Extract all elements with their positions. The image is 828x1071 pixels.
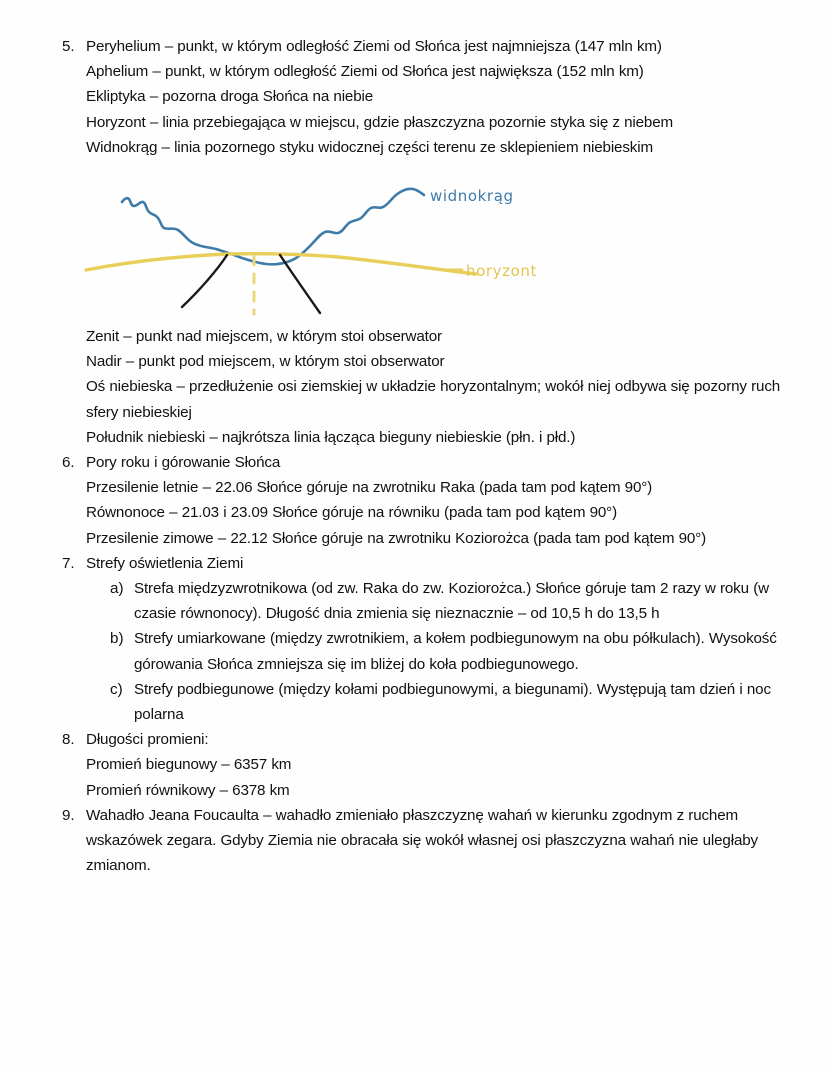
list-item-7 [0,551,828,727]
list-marker: 6. [62,454,75,472]
widnokrag-label: widnokrąg [430,187,514,206]
sub-list-text-strefy-podbiegunowe: Strefy podbiegunowe (między kołami podbiegunowymi, a biegunami). Występują tam dzień i noc polarna [134,680,771,724]
list-marker: 5. [62,38,75,55]
list-item-body [86,727,800,803]
value-promien-rownikowy: Promień równikowy – 6378 km [86,781,290,799]
observer-sight-line-right [280,255,320,313]
definition-przesilenie-zimowe: Przesilenie zimowe – 22.12 Słońce góruje na zwrotniku Koziorożca (pada tam pod kątem 90°) [86,529,707,547]
definition-przesilenie-letnie: Przesilenie letnie – 22.06 Słońce góruje na zwrotniku Raka (pada tam pod kątem 90°) [86,479,653,497]
definition-rownonoce: Równonoce – 21.03 i 23.09 Słońce góruje na równiku (pada tam pod kątem 90°) [86,504,618,522]
list-item-5-continued [0,324,828,450]
list-item-9 [0,803,828,879]
list-item-5 [0,34,828,160]
document-content [0,34,828,878]
sub-list-marker: a) [110,580,124,598]
list-item-6 [0,450,828,551]
definition-os-niebieska: Oś niebieska – przedłużenie osi ziemskiej w układzie horyzontalnym; wokół niej odbywa się pozorny ruch sfery niebieskiej [86,378,781,421]
list-item-8 [0,727,828,803]
heading-dlugosci-promieni: Długości promieni: [86,731,209,749]
sub-list-marker: b) [110,630,124,648]
list-item-body [86,551,800,727]
list-item-body-continued [86,324,800,450]
definition-zenit: Zenit – punkt nad miejscem, w którym stoi obserwator [86,328,442,346]
list-marker: 9. [62,806,75,824]
sub-list-text-strefy-umiarkowane: Strefy umiarkowane (między zwrotnikiem, a kołem podbiegunowym na obu półkulach). Wysokość górowania Słońca zmniejsza się im bliżej do koła podbiegunowego. [134,630,777,673]
sub-list-marker: c) [110,680,123,698]
heading-strefy-oswietlenia: Strefy oświetlenia Ziemi [86,554,244,572]
value-promien-biegunowy: Promień biegunowy – 6357 km [86,756,292,774]
sub-list-item-a [86,576,800,626]
definition-poludnik-niebieski: Południk niebieski – najkrótsza linia łącząca bieguny niebieskie (płn. i płd.) [86,428,576,446]
definition-nadir: Nadir – punkt pod miejscem, w którym stoi obserwator [86,353,445,371]
list-marker: 7. [62,554,75,572]
definition-widnokrag: Widnokrąg – linia pozornego styku widocznej części terenu ze sklepieniem niebieskim [86,138,653,156]
list-item-body [86,450,800,551]
definition-aphelium: Aphelium – punkt, w którym odległość Ziemi od Słońca jest największa (152 mln km) [86,63,644,81]
list-item-body [86,803,800,879]
list-marker: 8. [62,731,75,749]
horyzont-label: horyzont [466,262,537,281]
horizon-diagram [0,166,828,316]
sub-list-item-c [86,677,800,727]
sub-list-item-b [86,626,800,676]
definition-horyzont: Horyzont – linia przebiegająca w miejscu, gdzie płaszczyzna pozornie styka się z niebem [86,113,674,131]
definition-wahadlo-foucaulta: Wahadło Jeana Foucaulta – wahadło zmieniało płaszczyznę wahań w kierunku zgodnym z ruchem wskazówek zegara. Gdyby Ziemia nie obracała się wokół własnej osi płaszczyzna wahań nie uległaby zmianom. [86,806,758,875]
sub-list-text-strefa-miedzyzwrotnikowa: Strefa międzyzwrotnikowa (od zw. Raka do zw. Koziorożca.) Słońce góruje tam 2 razy w roku (w czasie równonocy). Długość dnia zmienia się nieznacznie – od 10,5 h do 13,5 h [134,580,769,623]
list-item-body [86,34,800,160]
definition-ekliptyka: Ekliptyka – pozorna droga Słońca na niebie [86,88,374,106]
observer-sight-line-left [182,255,227,307]
heading-pory-roku: Pory roku i górowanie Słońca [86,454,281,472]
definition-peryhelium: Peryhelium – punkt, w którym odległość Ziemi od Słońca jest najmniejsza (147 mln km) [86,38,662,55]
